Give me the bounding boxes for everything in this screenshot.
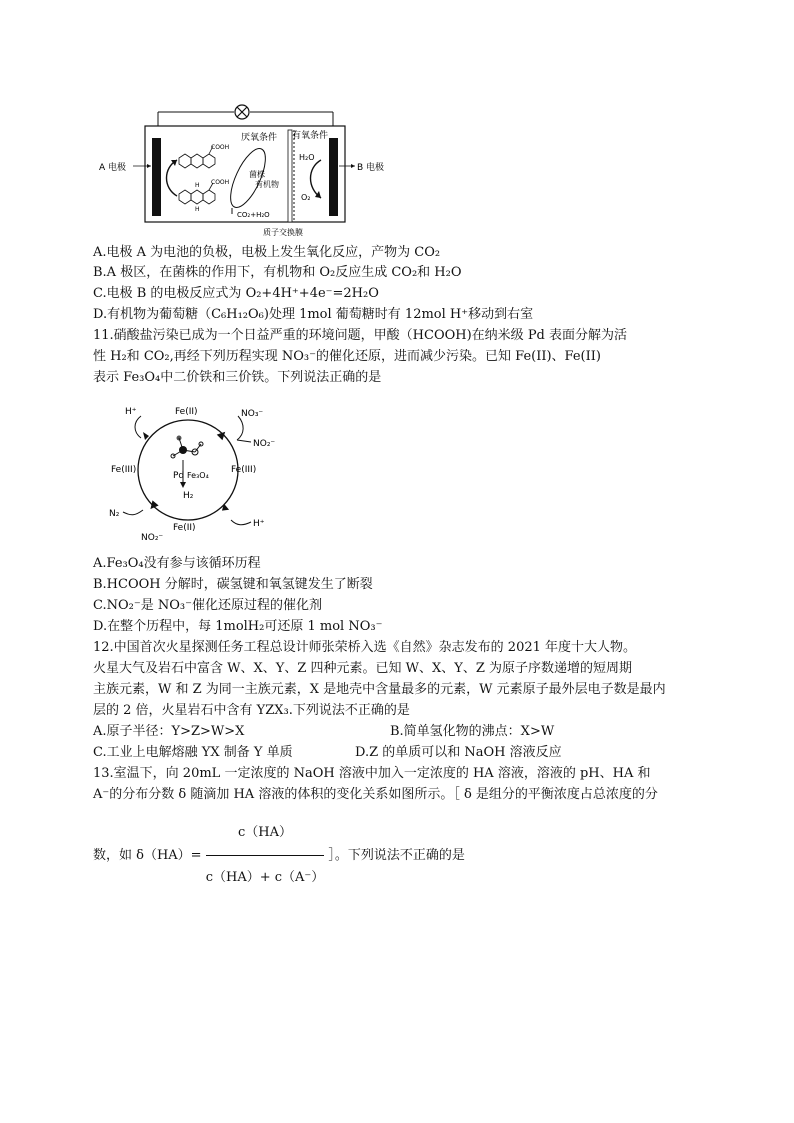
label-organic: 有机物 bbox=[255, 180, 279, 189]
label-h-bottom: H bbox=[195, 206, 200, 213]
label-no2-bottom: NO₂⁻ bbox=[141, 533, 164, 543]
label-anaerobic: 厌氧条件 bbox=[241, 133, 278, 143]
n2-arrow bbox=[123, 510, 143, 515]
cycle-arrow-nw bbox=[143, 432, 149, 440]
label-a-electrode: A 电极 bbox=[99, 163, 127, 173]
q12-stem-line1: 12.中国首次火星探测任务工程总设计师张荣桥入选《自然》杂志发布的 2021 年度十大人物。 bbox=[93, 640, 637, 655]
electrode-b bbox=[329, 138, 338, 216]
cycle-arrow-se bbox=[219, 504, 229, 514]
q13-fraction-denominator: c（HA）+ c（A⁻） bbox=[205, 870, 325, 885]
label-o2: O₂ bbox=[301, 193, 311, 202]
q11-stem-line1: 11.硝酸盐污染已成为一个日益严重的环境问题，甲酸（HCOOH)在纳米级 Pd 表面分解为活 bbox=[93, 328, 628, 343]
label-cooh-top: COOH bbox=[211, 144, 230, 151]
fuel-cell-figure bbox=[93, 100, 393, 238]
label-fe3-left: Fe(III) bbox=[111, 465, 137, 475]
q10-option-a: A.电极 A 为电池的负极，电极上发生氧化反应，产物为 CO₂ bbox=[93, 245, 441, 260]
label-fe2-bottom: Fe(II) bbox=[173, 523, 196, 533]
label-n2: N₂ bbox=[109, 509, 120, 519]
label-membrane: 质子交换膜 bbox=[263, 228, 303, 237]
hcooh-molecule-icon bbox=[171, 436, 203, 459]
label-aerobic: 有氧条件 bbox=[292, 131, 329, 141]
catalytic-cycle-figure bbox=[103, 398, 283, 544]
label-hplus-bottom: H⁺ bbox=[253, 519, 265, 529]
label-strain: 菌株 bbox=[249, 170, 265, 179]
q10-option-d: D.有机物为葡萄糖（C₆H₁₂O₆)处理 1mol 葡萄糖时有 12mol H⁺移动到右室 bbox=[93, 307, 534, 322]
q11-stem-line2: 性 H₂和 CO₂,再经下列历程实现 NO₃⁻的催化还原，进而减少污染。已知 Fe(II)、Fe(II) bbox=[93, 349, 601, 364]
hplus-bottom-arrow bbox=[231, 520, 251, 525]
label-h-top: H bbox=[195, 182, 200, 189]
q12-stem-line3: 主族元素，W 和 Z 为同一主族元素，X 是地壳中含量最多的元素，W 元素原子最外层电子数是最内 bbox=[93, 682, 666, 697]
label-pd: Pd bbox=[173, 471, 185, 481]
fuel-cell-diagram bbox=[93, 100, 393, 238]
q11-option-a: A.Fe₃O₄没有参与该循环历程 bbox=[93, 556, 261, 571]
label-cooh-bottom: COOH bbox=[211, 179, 230, 186]
q12-option-d: D.Z 的单质可以和 NaOH 溶液反应 bbox=[355, 745, 562, 760]
q11-option-b: B.HCOOH 分解时，碳氢键和氧氢键发生了断裂 bbox=[93, 577, 373, 592]
q10-option-c: C.电极 B 的电极反应式为 O₂+4H⁺+4e⁻=2H₂O bbox=[93, 286, 379, 301]
q11-option-c: C.NO₂⁻是 NO₃⁻催化还原过程的催化剂 bbox=[93, 598, 322, 613]
electrode-a bbox=[152, 138, 161, 216]
label-h2o: H₂O bbox=[299, 153, 315, 162]
catalytic-cycle-diagram bbox=[103, 398, 283, 544]
label-hplus-top: H⁺ bbox=[125, 407, 137, 417]
label-fe3o4: Fe₃O₄ bbox=[187, 471, 209, 480]
label-products: CO₂+H₂O bbox=[237, 211, 270, 219]
q12-option-a: A.原子半径：Y>Z>W>X bbox=[93, 724, 245, 739]
q10-option-b: B.A 极区，在菌株的作用下，有机物和 O₂反应生成 CO₂和 H₂O bbox=[93, 265, 462, 280]
label-fe3-right: Fe(III) bbox=[231, 465, 257, 475]
q13-formula-prefix: 数，如 δ（HA）= bbox=[93, 848, 202, 863]
q13-stem-line3 bbox=[93, 813, 465, 898]
no3-arrow bbox=[237, 416, 243, 440]
lamp-icon bbox=[235, 105, 249, 119]
q12-option-c: C.工业上电解熔融 YX 制备 Y 单质 bbox=[93, 745, 293, 760]
proton-membrane bbox=[288, 130, 292, 222]
no2-arrow bbox=[237, 440, 251, 442]
q13-formula-suffix: ］。下列说法不正确的是 bbox=[328, 848, 465, 863]
q13-fraction-numerator: c（HA） bbox=[206, 813, 325, 856]
label-b-electrode: B 电极 bbox=[357, 163, 385, 173]
q11-stem-line3: 表示 Fe₃O₄中二价铁和三价铁。下列说法正确的是 bbox=[93, 370, 382, 385]
q13-stem-line2: A⁻的分布分数 δ 随滴加 HA 溶液的体积的变化关系如图所示。［ δ 是组分的平衡浓度占总浓度的分 bbox=[93, 787, 658, 802]
q13-fraction bbox=[206, 813, 325, 898]
q12-stem-line4: 层的 2 倍，火星岩石中含有 YZX₃.下列说法不正确的是 bbox=[93, 703, 410, 718]
q12-stem-line2: 火星大气及岩石中富含 W、X、Y、Z 四种元素。已知 W、X、Y、Z 为原子序数递增的短周期 bbox=[93, 661, 632, 676]
q13-stem-line1: 13.室温下，向 20mL 一定浓度的 NaOH 溶液中加入一定浓度的 HA 溶液，溶液的 pH、HA 和 bbox=[93, 766, 651, 781]
q11-option-d: D.在整个历程中，每 1molH₂可还原 1 mol NO₃⁻ bbox=[93, 619, 383, 634]
label-h2: H₂ bbox=[183, 491, 194, 501]
label-no2-right: NO₂⁻ bbox=[253, 439, 276, 449]
label-fe2-top: Fe(II) bbox=[175, 407, 198, 417]
label-no3: NO₃⁻ bbox=[241, 409, 264, 419]
hplus-top-arrow bbox=[135, 416, 141, 438]
q12-option-b: B.简单氢化物的沸点：X>W bbox=[390, 724, 555, 739]
